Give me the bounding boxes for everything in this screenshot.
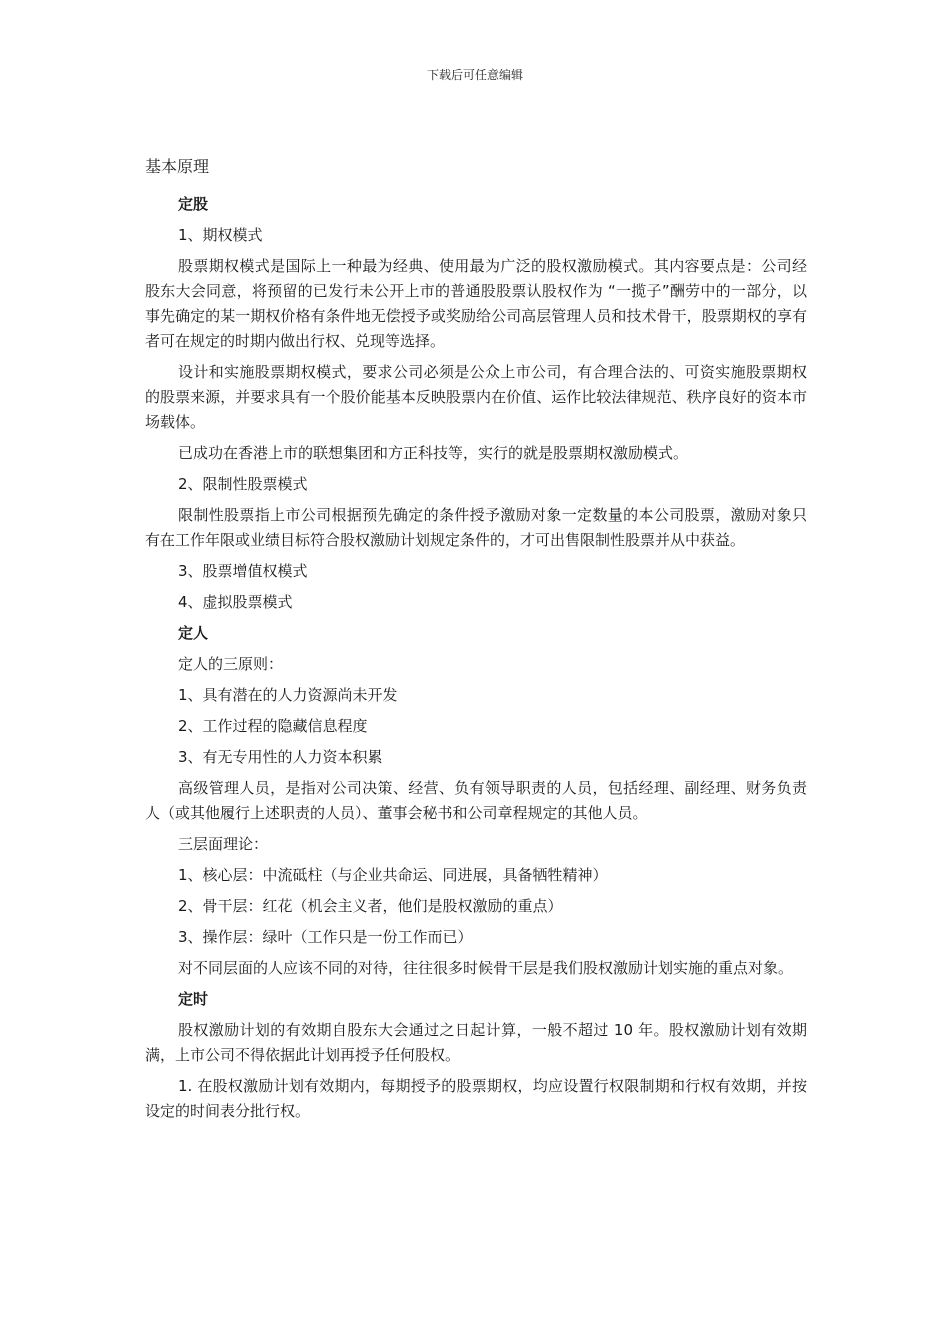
paragraph: 三层面理论： <box>178 835 269 853</box>
paragraph: 对不同层面的人应该不同的对待，往往很多时候骨干层是我们股权激励计划实施的重点对象。 <box>178 959 794 977</box>
paragraph: 设计和实施股票期权模式，要求公司必须是公众上市公司，有合理合法的、可资实施股票期权的股票来源，并要求具有一个股价能基本反映股票内在价值、运作比较法律规范、秩序良好的资本市场载体。 <box>145 363 807 431</box>
list-item: 1、核心层：中流砥柱（与企业共命运、同进展，具备牺牲精神） <box>178 866 608 884</box>
page-title: 基本原理 <box>145 157 210 176</box>
list-item: 1、具有潜在的人力资源尚未开发 <box>178 686 398 704</box>
list-item: 3、有无专用性的人力资本积累 <box>178 748 383 766</box>
list-item: 2、骨干层：红花（机会主义者，他们是股权激励的重点） <box>178 897 563 915</box>
paragraph: 已成功在香港上市的联想集团和方正科技等，实行的就是股票期权激励模式。 <box>178 444 689 462</box>
section-heading-ding-shi: 定时 <box>178 990 209 1008</box>
document-body <box>145 192 807 1130</box>
paragraph: 1. 在股权激励计划有效期内，每期授予的股票期权，均应设置行权限制期和行权有效期，并按设定的时间表分批行权。 <box>145 1077 807 1120</box>
subheading-restricted-stock: 2、限制性股票模式 <box>178 475 308 493</box>
list-item: 3、操作层：绿叶（工作只是一份工作而已） <box>178 928 473 946</box>
subheading-appreciation-rights: 3、股票增值权模式 <box>178 562 308 580</box>
subheading-option-mode: 1、期权模式 <box>178 226 263 244</box>
paragraph: 限制性股票指上市公司根据预先确定的条件授予激励对象一定数量的本公司股票，激励对象只有在工作年限或业绩目标符合股权激励计划规定条件的，才可出售限制性股票并从中获益。 <box>145 506 807 549</box>
section-heading-ding-ren: 定人 <box>178 624 209 642</box>
paragraph: 定人的三原则： <box>178 655 284 673</box>
paragraph: 股权激励计划的有效期自股东大会通过之日起计算，一般不超过 10 年。股权激励计划有效期满，上市公司不得依据此计划再授予任何股权。 <box>145 1021 807 1064</box>
section-heading-ding-gu: 定股 <box>178 195 209 213</box>
paragraph: 股票期权模式是国际上一种最为经典、使用最为广泛的股权激励模式。其内容要点是：公司经股东大会同意，将预留的已发行未公开上市的普通股股票认股权作为 “一揽子”酬劳中的一部分，以事先确定的某一期权价格有条件地无偿授予或奖励给公司高层管理人员和技术骨干，股票期权的享有者可在规定的时期内做出行权、兑现等选择。 <box>145 257 807 350</box>
list-item: 2、工作过程的隐藏信息程度 <box>178 717 368 735</box>
subheading-virtual-stock: 4、虚拟股票模式 <box>178 593 293 611</box>
page-header-note: 下载后可任意编辑 <box>426 68 523 82</box>
paragraph: 高级管理人员，是指对公司决策、经营、负有领导职责的人员，包括经理、副经理、财务负责人（或其他履行上述职责的人员）、董事会秘书和公司章程规定的其他人员。 <box>145 779 807 822</box>
